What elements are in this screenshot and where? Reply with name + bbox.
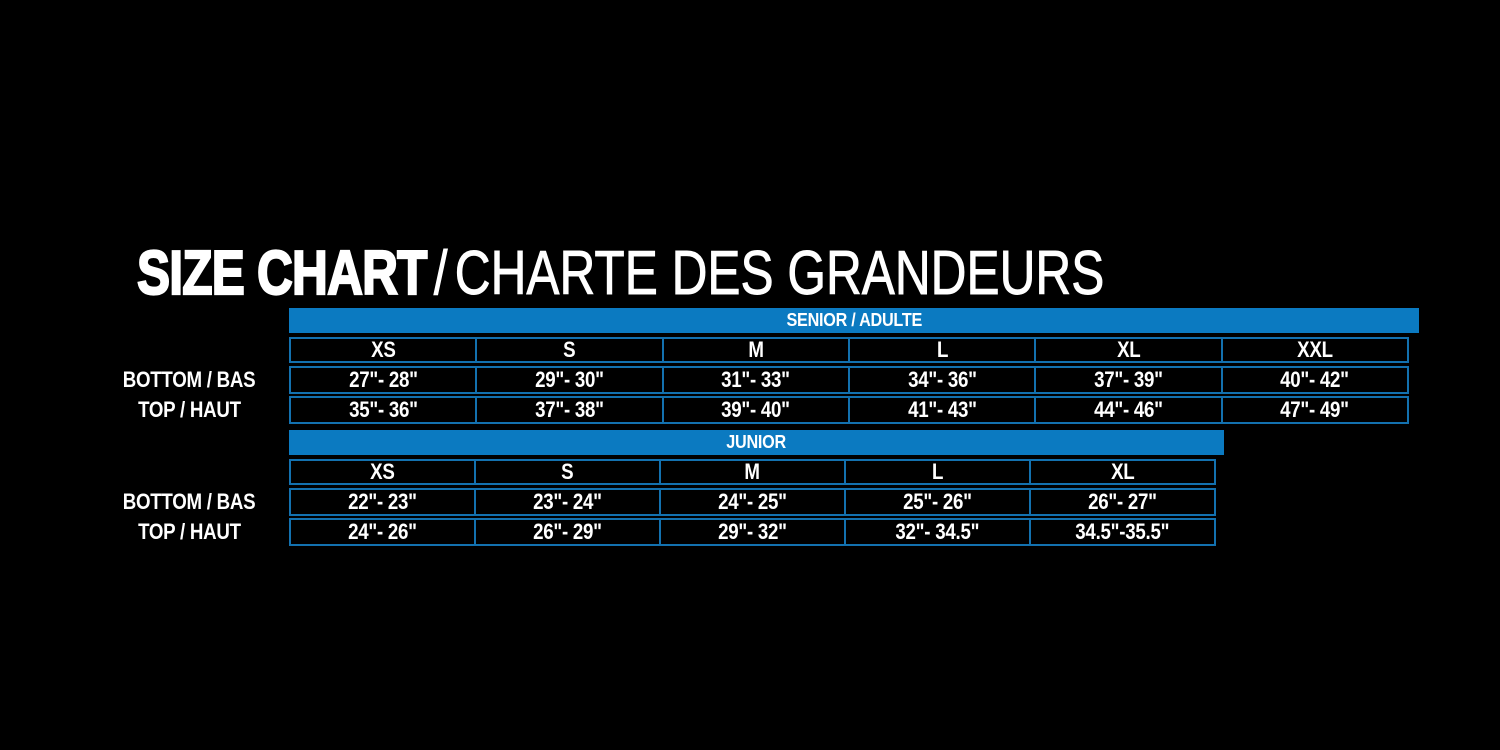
senior-bar-spacer xyxy=(0,308,289,333)
size-value-cell: 29"- 32" xyxy=(659,518,846,546)
size-value-cell: 29"- 30" xyxy=(475,366,663,394)
size-column-header: S xyxy=(474,459,661,485)
size-column-header: L xyxy=(844,459,1031,485)
junior-size-table xyxy=(0,430,1419,546)
size-value-cell: 40"- 42" xyxy=(1221,366,1409,394)
size-column-header: XL xyxy=(1034,337,1222,363)
size-column-header: M xyxy=(662,337,850,363)
junior-size-header-row xyxy=(0,459,1419,485)
junior-header-label: JUNIOR xyxy=(726,432,787,452)
size-column-header: L xyxy=(848,337,1036,363)
size-value-cell: 25"- 26" xyxy=(844,488,1031,516)
size-value-cell: 32"- 34.5" xyxy=(844,518,1031,546)
row-label-top: TOP / HAUT xyxy=(138,397,241,422)
size-value-cell: 47"- 49" xyxy=(1221,396,1409,424)
junior-bottom-row xyxy=(0,488,1419,516)
size-value-cell: 22"- 23" xyxy=(289,488,476,516)
senior-header-bar xyxy=(289,308,1419,333)
size-column-header: XS xyxy=(289,459,476,485)
size-column-header: XXL xyxy=(1221,337,1409,363)
senior-top-cells xyxy=(289,396,1409,424)
size-value-cell: 23"- 24" xyxy=(474,488,661,516)
senior-bottom-cells xyxy=(289,366,1409,394)
junior-header-bar xyxy=(289,430,1224,455)
size-column-header: XS xyxy=(289,337,477,363)
page-title-english: SIZE CHART xyxy=(137,238,427,308)
size-value-cell: 41"- 43" xyxy=(848,396,1036,424)
size-value-cell: 24"- 26" xyxy=(289,518,476,546)
senior-header-spacer xyxy=(0,337,289,363)
junior-bar-spacer xyxy=(0,430,289,455)
junior-header-spacer xyxy=(0,459,289,485)
size-value-cell: 26"- 27" xyxy=(1029,488,1216,516)
senior-header-label: SENIOR / ADULTE xyxy=(786,310,922,330)
size-value-cell: 34.5"-35.5" xyxy=(1029,518,1216,546)
junior-top-cells xyxy=(289,518,1216,546)
senior-size-header-row xyxy=(0,337,1419,363)
row-label-top: TOP / HAUT xyxy=(138,519,241,544)
size-column-header: S xyxy=(475,337,663,363)
row-label-bottom: BOTTOM / BAS xyxy=(123,367,256,392)
size-value-cell: 26"- 29" xyxy=(474,518,661,546)
senior-top-row xyxy=(0,396,1419,424)
size-column-header: XL xyxy=(1029,459,1216,485)
page-title xyxy=(137,238,1105,308)
junior-size-header-cells xyxy=(289,459,1216,485)
size-value-cell: 34"- 36" xyxy=(848,366,1036,394)
size-value-cell: 24"- 25" xyxy=(659,488,846,516)
junior-header-bar-row xyxy=(0,430,1419,455)
senior-size-table xyxy=(0,308,1419,424)
size-value-cell: 37"- 39" xyxy=(1034,366,1222,394)
size-value-cell: 44"- 46" xyxy=(1034,396,1222,424)
junior-top-row xyxy=(0,518,1419,546)
row-label-bottom: BOTTOM / BAS xyxy=(123,489,256,514)
page-title-french: CHARTE DES GRANDEURS xyxy=(454,238,1105,308)
size-value-cell: 37"- 38" xyxy=(475,396,663,424)
size-value-cell: 39"- 40" xyxy=(662,396,850,424)
size-value-cell: 35"- 36" xyxy=(289,396,477,424)
senior-bottom-row xyxy=(0,366,1419,394)
junior-bottom-cells xyxy=(289,488,1216,516)
page-title-separator: / xyxy=(433,238,447,308)
senior-header-bar-row xyxy=(0,308,1419,333)
size-chart xyxy=(0,308,1419,548)
size-column-header: M xyxy=(659,459,846,485)
senior-size-header-cells xyxy=(289,337,1409,363)
size-value-cell: 31"- 33" xyxy=(662,366,850,394)
size-value-cell: 27"- 28" xyxy=(289,366,477,394)
